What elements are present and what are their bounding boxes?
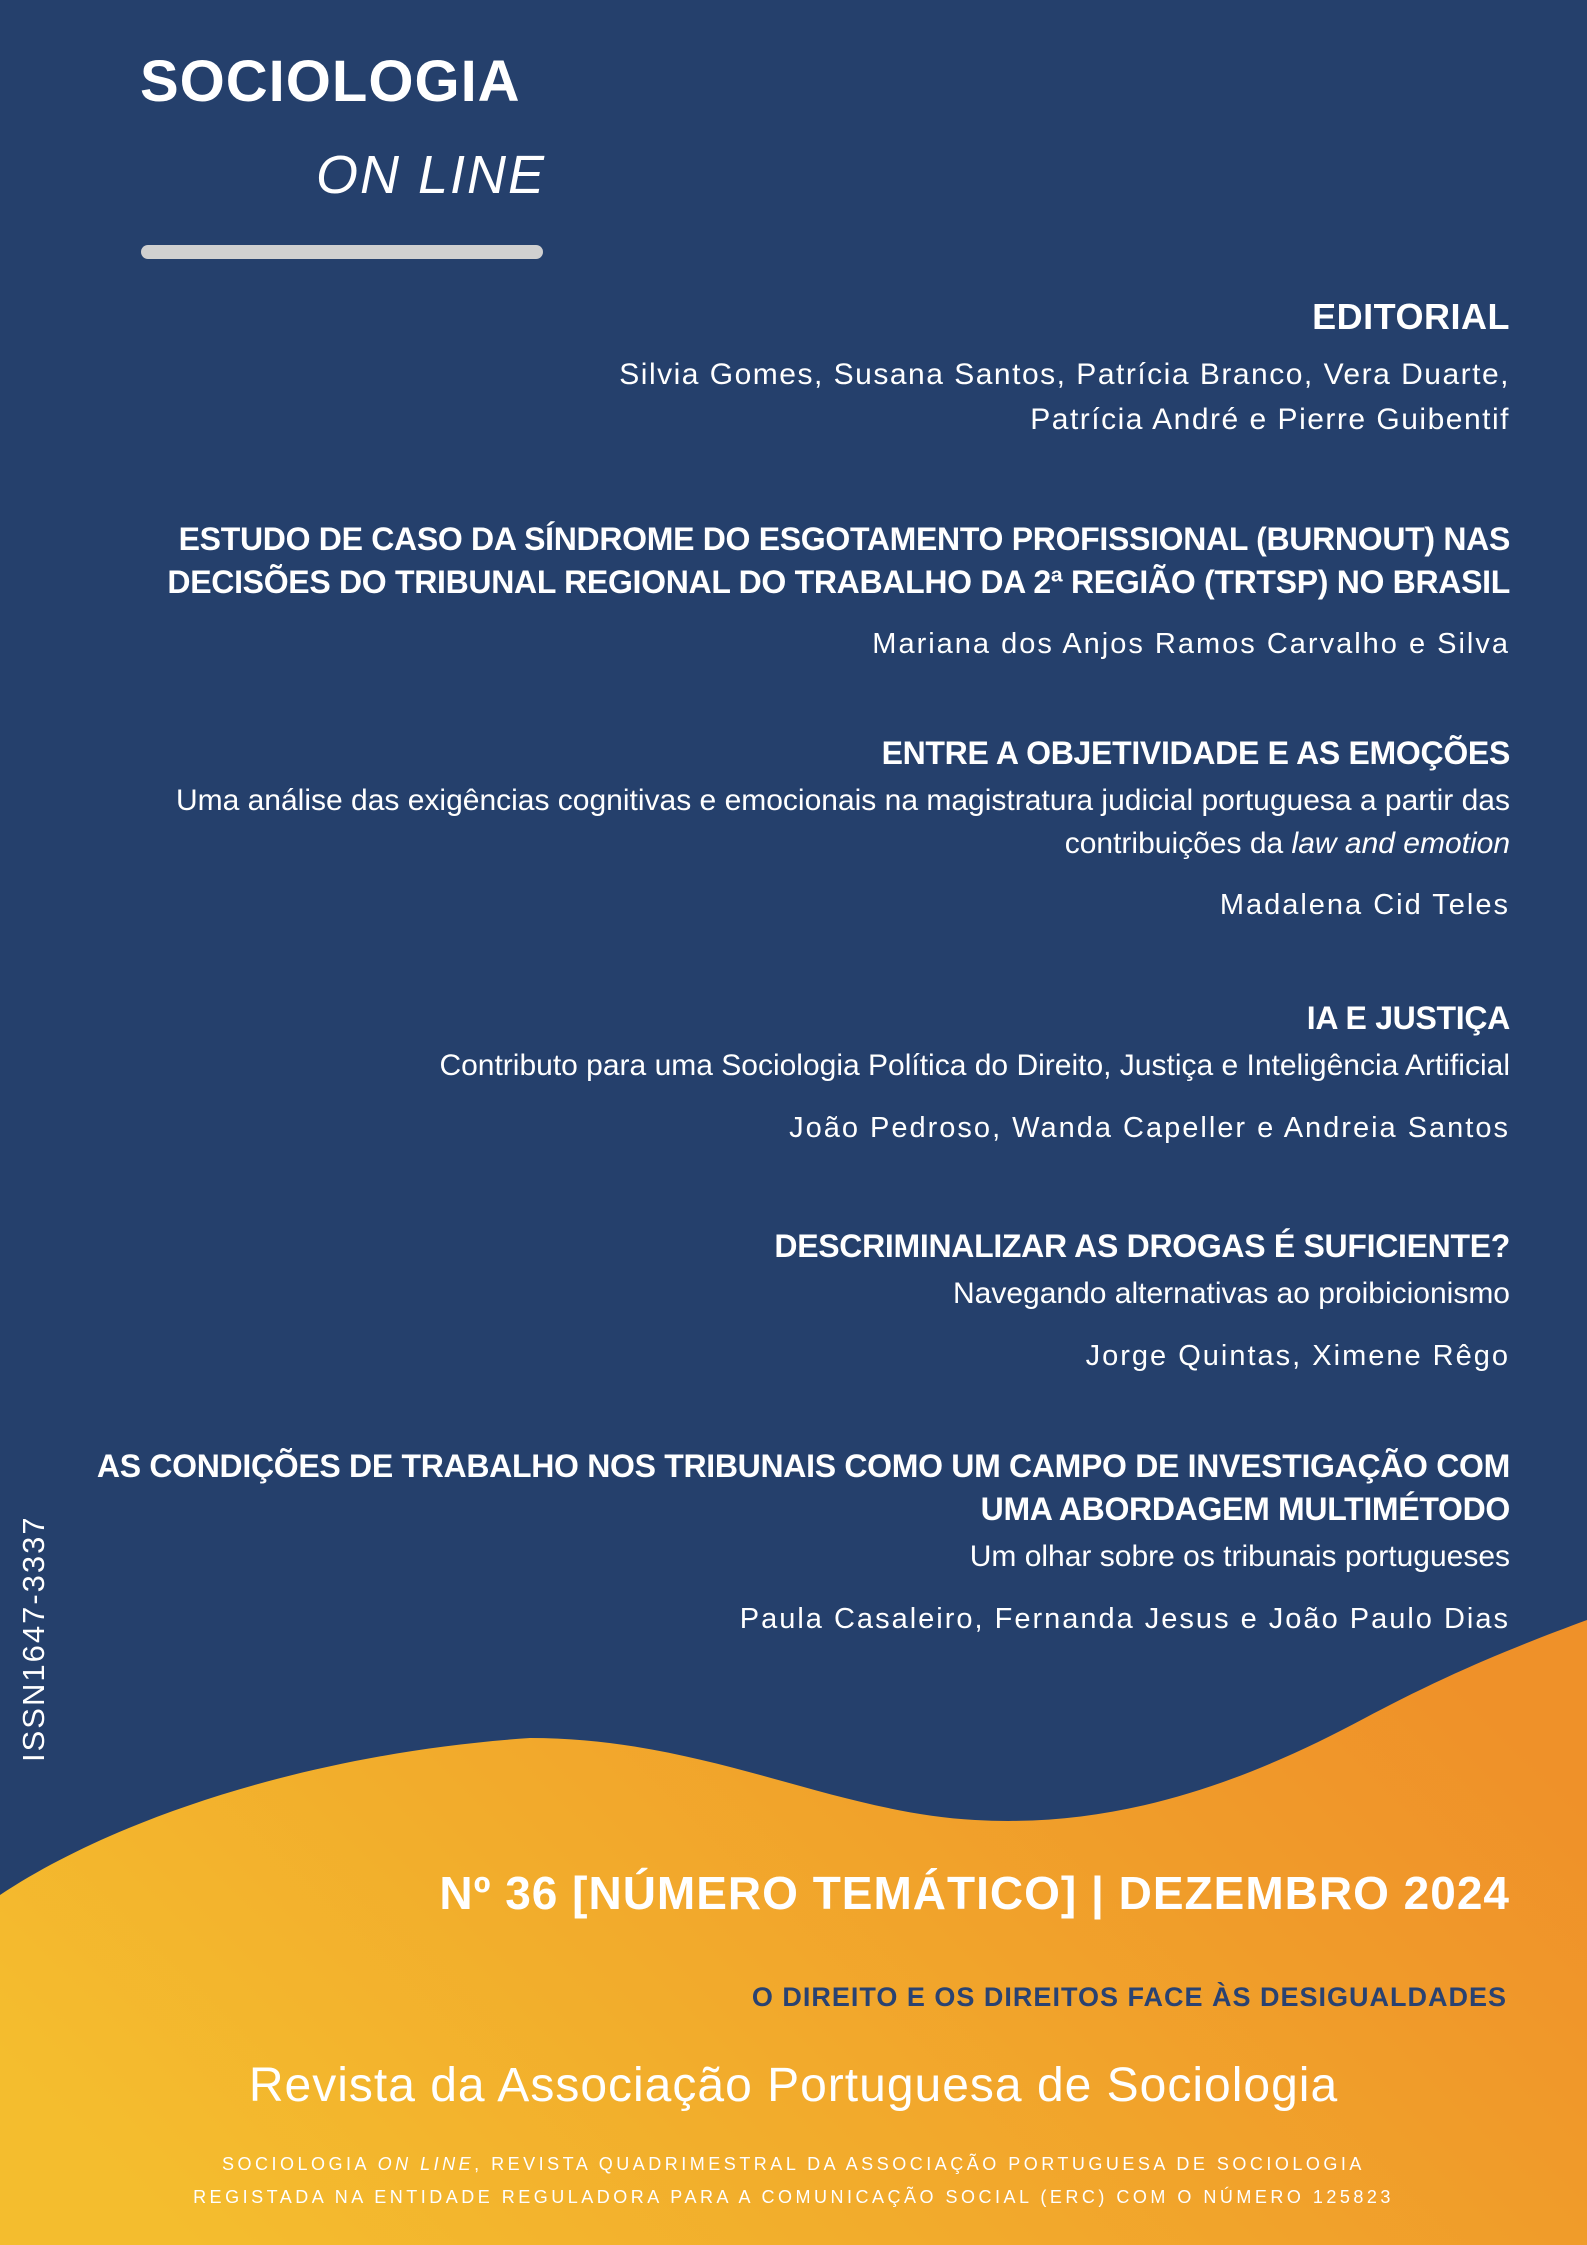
editorial-authors [77,352,1510,442]
article-title: IA E JUSTIÇA [1306,1000,1510,1036]
footer-line1-italic: ON LINE [377,2154,475,2174]
article-title: ENTRE A OBJETIVIDADE E AS EMOÇÕES [881,735,1510,771]
editorial-authors-line1: Silvia Gomes, Susana Santos, Patrícia Branco, Vera Duarte, [619,358,1510,391]
article-entry [77,732,1510,922]
issue-theme-line: O DIREITO E OS DIREITOS FACE ÀS DESIGUALDADES [751,1982,1507,2012]
article-subtitle-text: Um olhar sobre os tribunais portugueses [969,1540,1510,1574]
article-title: AS CONDIÇÕES DE TRABALHO NOS TRIBUNAIS COMO UM CAMPO DE INVESTIGAÇÃO COM UMA ABORDAGEM MULTIMÉTODO [96,1448,1510,1528]
article-authors: Madalena Cid Teles [1219,889,1510,922]
footer-line1 [0,2148,1587,2181]
issn-label: ISSN1647-3337 [16,1515,51,1762]
article-subtitle-text: Navegando alternativas ao proibicionismo [953,1277,1510,1311]
footer-line1-post: , REVISTA QUADRIMESTRAL DA ASSOCIAÇÃO PORTUGUESA DE SOCIOLOGIA [474,2154,1365,2174]
article-subtitle [77,1045,1510,1088]
article-subtitle [77,780,1510,865]
logo-underline [141,245,543,259]
journal-logo-subtitle: ON LINE [315,145,546,205]
article-subtitle [77,1273,1510,1316]
article-authors: Mariana dos Anjos Ramos Carvalho e Silva [872,628,1510,661]
footer-line2: REGISTADA NA ENTIDADE REGULADORA PARA A COMUNICAÇÃO SOCIAL (ERC) COM O NÚMERO 125823 [193,2187,1394,2208]
article-entry [77,997,1510,1145]
journal-logo-title: SOCIOLOGIA [140,49,521,114]
footer-line1-pre: SOCIOLOGIA [222,2154,378,2174]
article-authors: João Pedroso, Wanda Capeller e Andreia Santos [789,1111,1510,1144]
editorial-section [77,296,1510,442]
article-subtitle-text: Uma análise das exigências cognitivas e emocionais na magistratura judicial portuguesa a partir das contribuições da [175,784,1510,860]
issue-number-line: Nº 36 [NÚMERO TEMÁTICO] | DEZEMBRO 2024 [439,1867,1510,1919]
article-subtitle-text: Contributo para uma Sociologia Política do Direito, Justiça e Inteligência Artificial [439,1049,1510,1083]
publisher-line: Revista da Associação Portuguesa de Sociologia [248,2059,1339,2112]
article-subtitle-italic: law and emotion [1291,826,1510,860]
article-authors: Jorge Quintas, Ximene Rêgo [1085,1339,1510,1372]
article-title: ESTUDO DE CASO DA SÍNDROME DO ESGOTAMENTO PROFISSIONAL (BURNOUT) NAS DECISÕES DO TRIBUNAL REGIONAL DO TRABALHO DA 2ª REGIÃO (TRTSP) NO BRASIL [167,521,1510,601]
footer-note [0,2148,1587,2215]
article-entry [77,1225,1510,1373]
article-title: DESCRIMINALIZAR AS DROGAS É SUFICIENTE? [774,1228,1510,1264]
editorial-authors-line2: Patrícia André e Pierre Guibentif [1030,403,1510,436]
article-authors: Paula Casaleiro, Fernanda Jesus e João Paulo Dias [739,1602,1510,1635]
editorial-heading: EDITORIAL [1312,296,1510,337]
article-entry [77,518,1510,661]
